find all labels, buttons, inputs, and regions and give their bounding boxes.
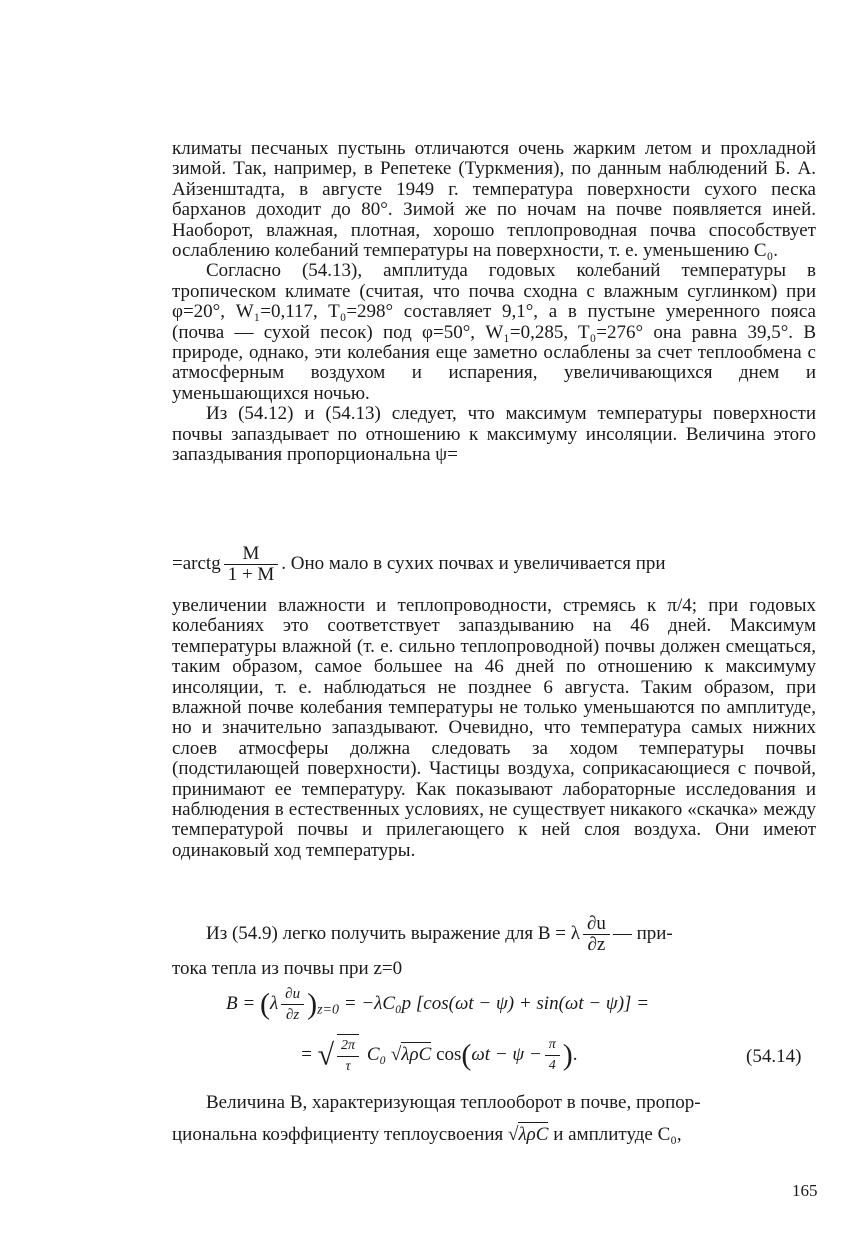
flux-numerator: ∂u <box>583 914 610 935</box>
arctg-fraction <box>224 544 279 585</box>
formula-partial-num: ∂u <box>281 984 304 1005</box>
text-block-top <box>172 139 816 466</box>
formula-sqrt-fraction <box>337 1034 359 1077</box>
flux-line-2: тока тепла из почвы при z=0 <box>172 958 403 979</box>
page-number: 165 <box>792 1181 818 1200</box>
paragraph-3-continued: увеличении влажности и теплопроводности, стремясь к π/4; при годовых колебаниях это соответствует запаздыванию на 46 дней. Максимум температуры влажной (т. е. сильно теплопроводной) почвы должен смещаться, таким образом, самое большее на 46 дней по отношению к максимуму инсоляции, т. е. наблюдаться не позднее 6 августа. Таким образом, при влажной почве колебания температуры не только уменьшаются по амплитуде, но и значительно запаздывают. Очевидно, что температура самых нижних слоев атмосферы должна следовать за ходом температуры почвы (подстилающей поверхности). Частицы воздуха, соприкасающиеся с почвой, принимают ее температуру. Как показывают лабораторные исследования и наблюдения в естественных условиях, не существует никакого «скачка» между температурой почвы и прилегающего к ней слоя воздуха. Они имеют одинаковый ход температуры. <box>172 595 816 861</box>
formula-b: B = <box>226 992 256 1014</box>
paragraph-5-suffix: и амплитуде C₀, <box>553 1124 682 1145</box>
formula-line-2: = √ $\frac{2\pi}{\tau}$ C₀ √λρC cos(ωt − ψ − $\frac{\pi}{4}$ ). <box>300 1034 578 1077</box>
paragraph-3: Из (54.12) и (54.13) следует, что максимум температуры поверхности почвы запаздывает по отношению к максимуму инсоляции. Величина этого запаздывания пропорциональна ψ= <box>172 403 816 466</box>
formula-sqrt-den: τ <box>345 1059 351 1074</box>
arctg-suffix: . Оно мало в сухих почвах и увеличивается при <box>281 552 666 574</box>
formula-partial <box>281 984 304 1025</box>
arctg-line <box>172 544 816 585</box>
fraction-numerator: M <box>224 544 279 565</box>
formula-lambda: λ <box>269 992 279 1014</box>
arctg-prefix: =arctg <box>172 552 221 574</box>
paragraph-1: климаты песчаных пустынь отличаются очень жарким летом и прохладной зимой. Так, например, в Репетеке (Туркмения), по данным наблюдений Б. А. Айзенштадта, в августе 1949 г. температура поверхности сухого песка барханов доходит до 80°. Зимой же по ночам на почве появляется иней. Наоборот, влажная, плотная, хорошо теплопроводная почва способствует ослаблению колебаний температуры на поверхности, т. е. уменьшению C₀. <box>172 138 816 262</box>
formula-line-1: B = (λ $\frac{\partial u}{\partial z}$ )$_{z=0} = -\lambda C_0p$ [cos(ωt − ψ) + sin(ωt − ψ)] = <box>226 986 650 1023</box>
formula-root: λρC <box>401 1043 432 1065</box>
formula-subscript: z=0 <box>317 1002 339 1018</box>
flux-denominator: ∂z <box>587 934 606 955</box>
paragraph-5-line-2: циональна коэффициенту теплоусвоения √λρC и амплитуде C₀, <box>172 1124 682 1145</box>
formula-pi-fraction <box>545 1035 560 1076</box>
formula-rhs: = −λC₀p [cos(ωt − ψ) + sin(ωt − ψ)] = <box>343 992 650 1014</box>
formula-pi: π <box>545 1035 560 1056</box>
formula-arg: ωt − ψ − <box>471 1043 542 1065</box>
text-block-middle <box>172 596 816 861</box>
formula-equals: = <box>300 1043 313 1065</box>
flux-prefix: Из (54.9) легко получить выражение для B = λ <box>206 922 580 944</box>
formula-cos: cos <box>436 1043 462 1065</box>
formula-c0: C₀ <box>366 1043 387 1065</box>
formula-four: 4 <box>548 1058 556 1073</box>
flux-fraction <box>583 914 610 955</box>
formula-sqrt-num: 2π <box>337 1036 359 1057</box>
paragraph-5-line-1: Величина B, характеризующая теплооборот в почве, пропор- <box>206 1092 701 1113</box>
equation-number: (54.14) <box>746 1046 802 1067</box>
paragraph-2: Согласно (54.13), амплитуда годовых колебаний температуры в тропическом климате (считая, что почва сходна с влажным суглинком) при φ=20°, W₁=0,117, T₀=298° составляет 9,1°, а в пустыне умеренного пояса (почва — сухой песок) под φ=50°, W₁=0,285, T₀=276° она равна 39,5°. В природе, однако, эти колебания еще заметно ослаблены за счет теплообмена с атмосферным воздухом и испарения, увеличивающихся днем и уменьшающихся ночью. <box>172 260 816 404</box>
fraction-denominator: 1 + M <box>227 564 275 585</box>
paragraph-5-root: λρC <box>518 1124 549 1145</box>
formula-partial-den: ∂z <box>286 1007 300 1023</box>
flux-suffix: — при- <box>612 922 673 944</box>
flux-line <box>172 914 816 955</box>
paragraph-5-prefix: циональна коэффициенту теплоусвоения <box>172 1124 504 1145</box>
